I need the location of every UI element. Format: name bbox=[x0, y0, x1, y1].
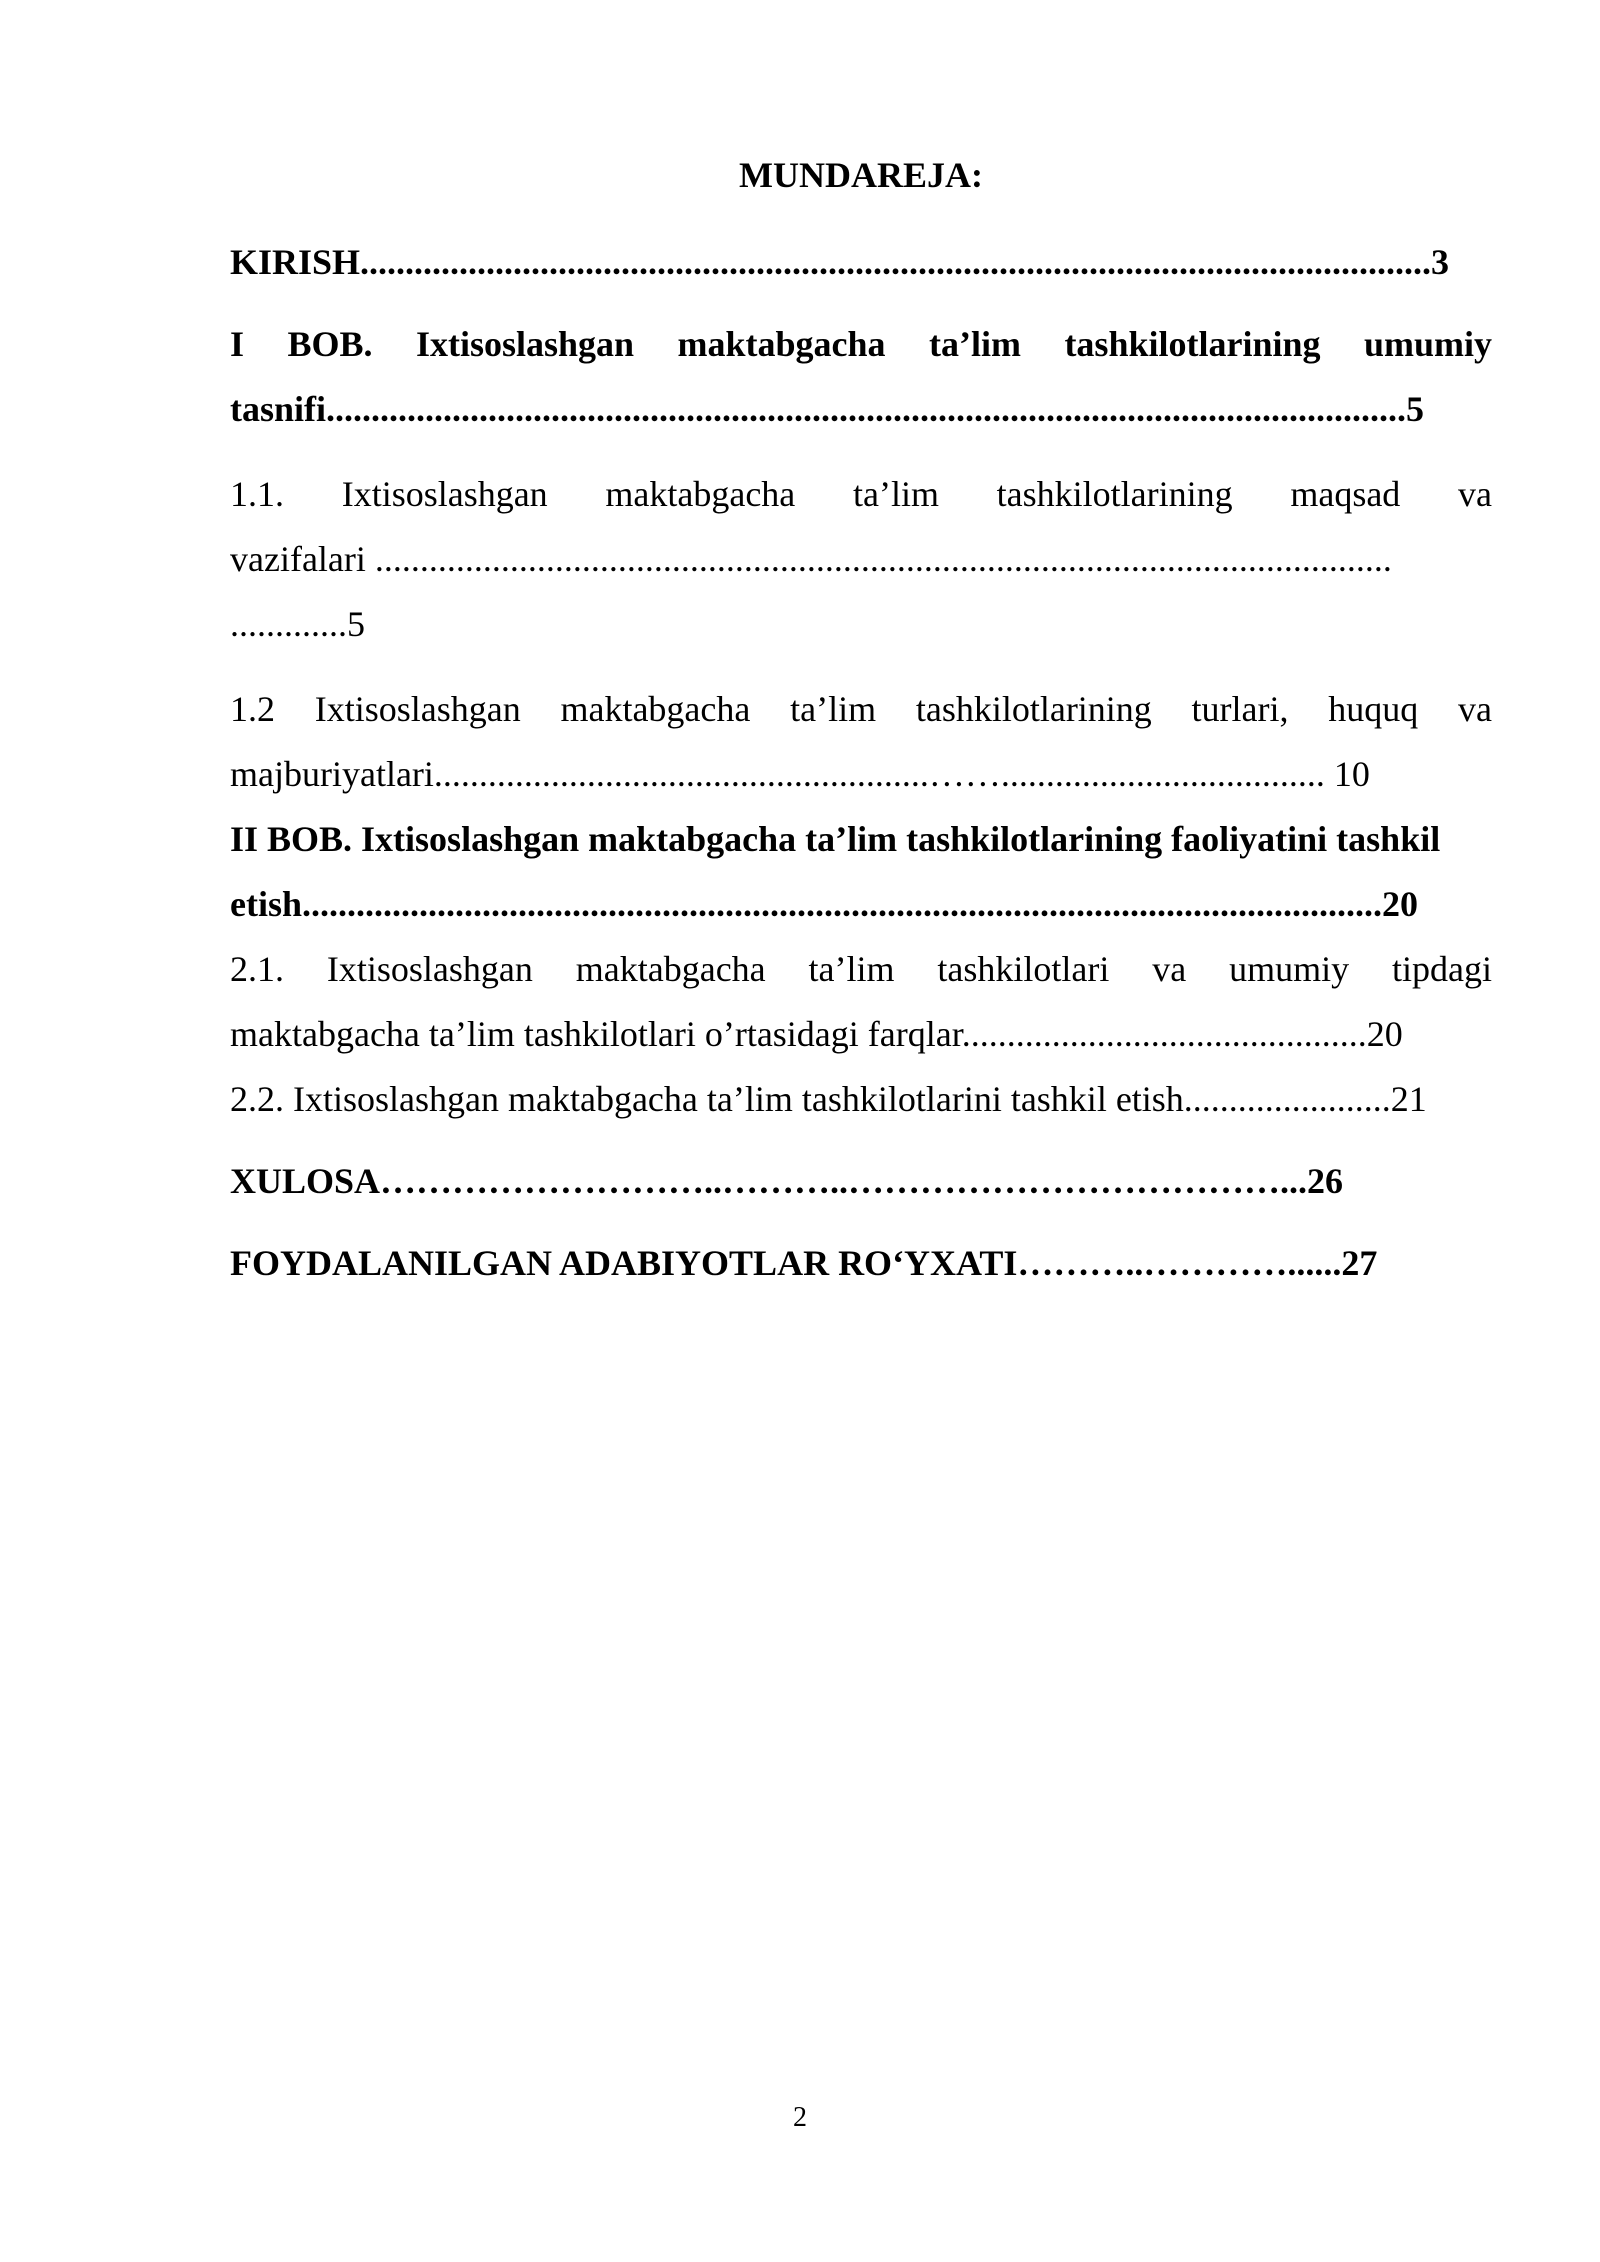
toc-entry-2-1 bbox=[230, 937, 1492, 1067]
toc-title: MUNDAREJA: bbox=[739, 155, 983, 195]
toc-entry-1-1 bbox=[230, 462, 1492, 657]
toc-entry-bob1-line1: I BOB. Ixtisoslashgan maktabgacha ta’lim tashkilotlarining umumiy bbox=[230, 324, 1492, 364]
toc-entry-1-1-line3: .............5 bbox=[230, 604, 365, 644]
toc-entry-2-1-line2: maktabgacha ta’lim tashkilotlari o’rtasidagi farqlar.............................................20 bbox=[230, 1014, 1403, 1054]
toc-entry-1-2-line2: majburiyatlari.......................................................…….................................... 10 bbox=[230, 754, 1370, 794]
toc-entry-2-1-line1: 2.1. Ixtisoslashgan maktabgacha ta’lim tashkilotlari va umumiy tipdagi bbox=[230, 949, 1492, 989]
toc-entry-bob1-line2: tasnifi........................................................................................................................5 bbox=[230, 389, 1425, 429]
toc-entry-1-2-line1: 1.2 Ixtisoslashgan maktabgacha ta’lim tashkilotlarining turlari, huquq va bbox=[230, 689, 1492, 729]
toc-entry-kirish: KIRISH.......................................................................................................................3 bbox=[230, 242, 1450, 282]
toc-entry-bob2 bbox=[230, 807, 1492, 937]
toc-entry-1-1-line2: vazifalari ................................................................................................................. bbox=[230, 539, 1392, 579]
toc-entry-adabiyotlar: FOYDALANILGAN ADABIYOTLAR RO‘YXATI………..…………......27 bbox=[230, 1243, 1378, 1283]
toc-entry-bob1 bbox=[230, 312, 1492, 442]
toc-entry-bob2-line1: II BOB. Ixtisoslashgan maktabgacha ta’lim tashkilotlarining faoliyatini tashkil bbox=[230, 819, 1441, 859]
toc-entry-xulosa: XULOSA………………………..………..………………………………...26 bbox=[230, 1161, 1344, 1201]
toc-entry-bob2-line2: etish........................................................................................................................20 bbox=[230, 884, 1418, 924]
toc-entry-1-2 bbox=[230, 677, 1492, 807]
toc-entry-2-2: 2.2. Ixtisoslashgan maktabgacha ta’lim tashkilotlarini tashkil etish.......................21 bbox=[230, 1079, 1427, 1119]
toc-entry-1-1-line1: 1.1. Ixtisoslashgan maktabgacha ta’lim tashkilotlarining maqsad va bbox=[230, 474, 1492, 514]
table-of-contents bbox=[230, 150, 1492, 1296]
page-number: 2 bbox=[793, 2102, 807, 2133]
